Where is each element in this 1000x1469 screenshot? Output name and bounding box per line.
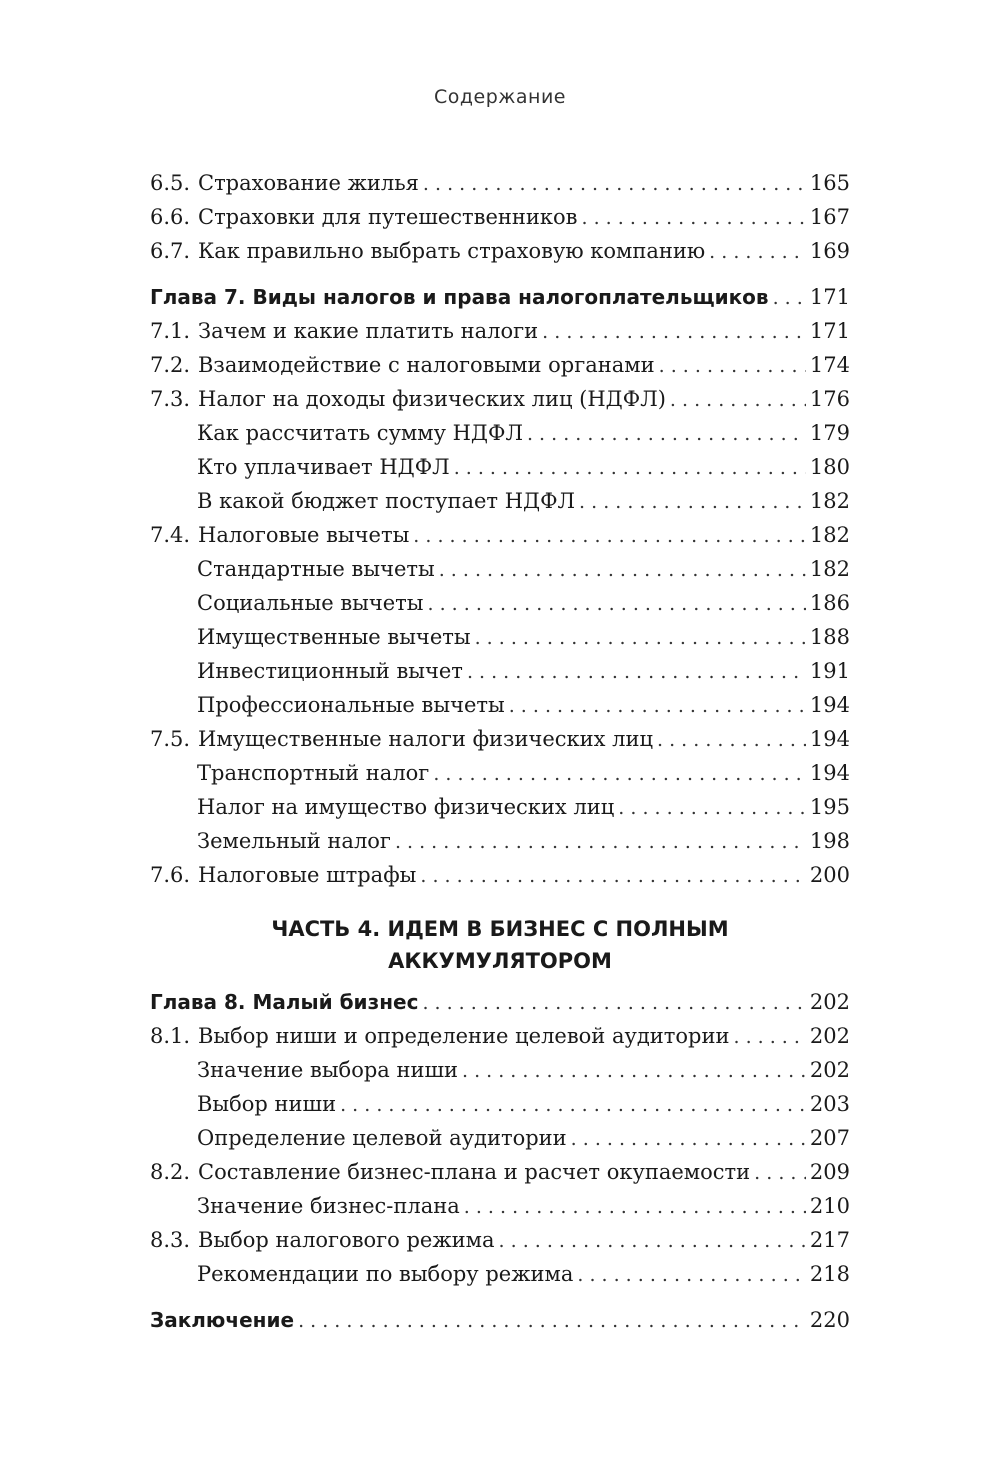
- toc-section-number: 6.7.: [150, 239, 191, 263]
- toc-section-number: 7.5.: [150, 727, 191, 751]
- toc-page-number: 195: [809, 795, 850, 819]
- toc-section-number: 7.2.: [150, 353, 191, 377]
- toc-section-number: 7.4.: [150, 523, 191, 547]
- toc-section-number: 7.3.: [150, 387, 191, 411]
- toc-page-number: 210: [809, 1194, 850, 1218]
- toc-entry-title: Имущественные налоги физических лиц: [198, 727, 654, 751]
- dot-leader: [579, 485, 806, 519]
- toc-subsection-row: [197, 1189, 850, 1223]
- dot-leader: [464, 1190, 806, 1224]
- toc-section-row: [150, 1223, 850, 1257]
- toc-entry-title: Выбор налогового режима: [198, 1228, 495, 1252]
- dot-leader: [571, 1122, 806, 1156]
- dot-leader: [733, 1020, 805, 1054]
- toc-entry-title: Страховки для путешественников: [198, 205, 578, 229]
- dot-leader: [773, 281, 806, 315]
- toc-page-number: 171: [809, 285, 850, 309]
- dot-leader: [420, 859, 806, 893]
- toc-entry-title: Определение целевой аудитории: [197, 1126, 567, 1150]
- running-head: Содержание: [434, 86, 566, 108]
- toc-page-number: 188: [809, 625, 850, 649]
- toc-subsection-row: [197, 1121, 850, 1155]
- toc-entry-title: Инвестиционный вычет: [197, 659, 463, 683]
- dot-leader: [499, 1224, 806, 1258]
- dot-leader: [433, 757, 806, 791]
- dot-leader: [618, 791, 806, 825]
- toc-entry-title: Заключение: [150, 1308, 295, 1332]
- toc-entry-title: Рекомендации по выбору режима: [197, 1262, 574, 1286]
- toc-section-row: [150, 1019, 850, 1053]
- toc-entry-title: Глава 7. Виды налогов и права налогоплательщиков: [150, 285, 769, 309]
- toc-section-row: [150, 518, 850, 552]
- toc-page-number: 209: [809, 1160, 850, 1184]
- dot-leader: [413, 519, 806, 553]
- toc-page-number: 202: [809, 990, 850, 1014]
- toc-page-number: 198: [809, 829, 850, 853]
- toc-subsection-row: [197, 586, 850, 620]
- toc-page-number: 180: [809, 455, 850, 479]
- toc-section-number: 6.6.: [150, 205, 191, 229]
- dot-leader: [423, 167, 806, 201]
- toc-page-number: 165: [809, 171, 850, 195]
- toc-page-number: 220: [809, 1308, 850, 1332]
- toc-subsection-row: [197, 484, 850, 518]
- dot-leader: [670, 383, 806, 417]
- toc-entry-title: Взаимодействие с налоговыми органами: [198, 353, 655, 377]
- toc-subsection-row: [197, 688, 850, 722]
- toc-entry-title: Налог на имущество физических лиц: [197, 795, 615, 819]
- part-heading-line-2: АККУМУЛЯТОРОМ: [388, 949, 612, 973]
- toc-subsection-row: [197, 450, 850, 484]
- toc-subsection-row: [197, 552, 850, 586]
- dot-leader: [577, 1258, 806, 1292]
- toc-section-number: 8.3.: [150, 1228, 191, 1252]
- dot-leader: [542, 315, 806, 349]
- dot-leader: [475, 621, 806, 655]
- toc-subsection-row: [197, 1087, 850, 1121]
- toc-section-row: [150, 382, 850, 416]
- toc-page-number: 176: [809, 387, 850, 411]
- toc-page-number: 171: [809, 319, 850, 343]
- toc-chapter-row: [150, 280, 850, 314]
- toc-page-number: 169: [809, 239, 850, 263]
- toc-page-number: 174: [809, 353, 850, 377]
- toc-page-number: 182: [809, 557, 850, 581]
- toc-page-number: 186: [809, 591, 850, 615]
- dot-leader: [582, 201, 806, 235]
- toc-page-number: 217: [809, 1228, 850, 1252]
- toc-page-number: 200: [809, 863, 850, 887]
- dot-leader: [340, 1088, 806, 1122]
- part-heading-line-1: ЧАСТЬ 4. ИДЕМ В БИЗНЕС С ПОЛНЫМ: [271, 917, 729, 941]
- toc-entry-title: Как правильно выбрать страховую компанию: [198, 239, 706, 263]
- toc-entry-title: Имущественные вычеты: [197, 625, 471, 649]
- toc-entry-title: Составление бизнес-плана и расчет окупаемости: [198, 1160, 751, 1184]
- dot-leader: [395, 825, 806, 859]
- toc-entry-title: Глава 8. Малый бизнес: [150, 990, 419, 1014]
- toc-page-number: 207: [809, 1126, 850, 1150]
- toc-section-number: 7.6.: [150, 863, 191, 887]
- dot-leader: [298, 1304, 806, 1338]
- toc-page-number: 218: [809, 1262, 850, 1286]
- toc-entry-title: Значение выбора ниши: [197, 1058, 458, 1082]
- toc-page-number: 182: [809, 489, 850, 513]
- dot-leader: [657, 723, 806, 757]
- toc-subsection-row: [197, 654, 850, 688]
- dot-leader: [709, 235, 806, 269]
- toc-subsection-row: [197, 790, 850, 824]
- toc-section-number: 8.1.: [150, 1024, 191, 1048]
- toc-page-number: 194: [809, 727, 850, 751]
- toc-section-row: [150, 722, 850, 756]
- toc-subsection-row: [197, 824, 850, 858]
- toc-entry-title: Социальные вычеты: [197, 591, 424, 615]
- part-heading: [150, 913, 850, 977]
- toc-section-number: 7.1.: [150, 319, 191, 343]
- toc-entry-title: Страхование жилья: [198, 171, 419, 195]
- toc-subsection-row: [197, 756, 850, 790]
- toc-entry-title: Профессиональные вычеты: [197, 693, 505, 717]
- dot-leader: [659, 349, 806, 383]
- toc-section-row: [150, 234, 850, 268]
- toc-page-number: 203: [809, 1092, 850, 1116]
- dot-leader: [754, 1156, 806, 1190]
- toc-subsection-row: [197, 1053, 850, 1087]
- toc-page-number: 182: [809, 523, 850, 547]
- toc-page-number: 191: [809, 659, 850, 683]
- dot-leader: [462, 1054, 806, 1088]
- toc-section-row: [150, 314, 850, 348]
- dot-leader: [467, 655, 806, 689]
- toc-page-number: 202: [809, 1024, 850, 1048]
- toc-page-number: 194: [809, 761, 850, 785]
- dot-leader: [439, 553, 806, 587]
- toc-section-number: 6.5.: [150, 171, 191, 195]
- dot-leader: [422, 986, 805, 1020]
- toc-page-number: 194: [809, 693, 850, 717]
- toc-entry-title: Стандартные вычеты: [197, 557, 435, 581]
- toc-entry-title: Кто уплачивает НДФЛ: [197, 455, 450, 479]
- toc-page-number: 167: [809, 205, 850, 229]
- toc-entry-title: Налоговые штрафы: [198, 863, 417, 887]
- toc-page-number: 202: [809, 1058, 850, 1082]
- toc-entry-title: Земельный налог: [197, 829, 391, 853]
- toc-section-row: [150, 1155, 850, 1189]
- toc-chapter-row: [150, 985, 850, 1019]
- toc-section-row: [150, 200, 850, 234]
- dot-leader: [454, 451, 806, 485]
- toc-entry-title: Выбор ниши: [197, 1092, 337, 1116]
- toc-entry-title: Как рассчитать сумму НДФЛ: [197, 421, 523, 445]
- toc-entry-title: Выбор ниши и определение целевой аудитории: [198, 1024, 730, 1048]
- toc-entry-title: Транспортный налог: [197, 761, 430, 785]
- toc-subsection-row: [197, 1257, 850, 1291]
- toc-conclusion-row: [150, 1303, 850, 1337]
- toc-entry-title: Налог на доходы физических лиц (НДФЛ): [198, 387, 666, 411]
- toc-page-number: 179: [809, 421, 850, 445]
- toc-entry-title: В какой бюджет поступает НДФЛ: [197, 489, 576, 513]
- toc-subsection-row: [197, 416, 850, 450]
- toc-section-row: [150, 858, 850, 892]
- toc-entry-title: Значение бизнес-плана: [197, 1194, 460, 1218]
- toc-subsection-row: [197, 620, 850, 654]
- toc-entry-title: Налоговые вычеты: [198, 523, 410, 547]
- toc-section-number: 8.2.: [150, 1160, 191, 1184]
- toc-section-row: [150, 348, 850, 382]
- dot-leader: [428, 587, 806, 621]
- toc-section-row: [150, 166, 850, 200]
- dot-leader: [527, 417, 806, 451]
- toc-entry-title: Зачем и какие платить налоги: [198, 319, 539, 343]
- dot-leader: [509, 689, 806, 723]
